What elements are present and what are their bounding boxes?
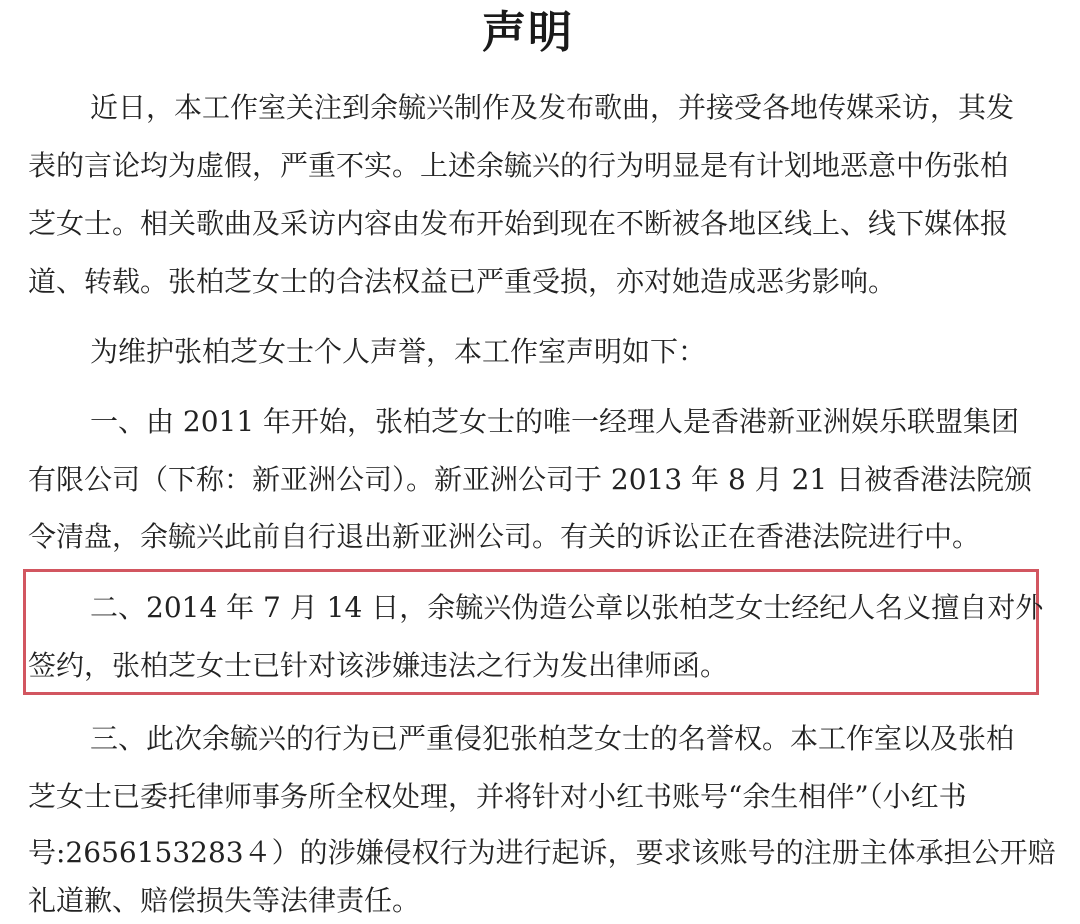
- paragraph-line: 道、转载。张柏芝女士的合法权益已严重受损，亦对她造成恶劣影响。: [28, 265, 897, 298]
- paragraph-line: 有限公司（下称：新亚洲公司）。新亚洲公司于 2013 年 8 月 21 日被香港法院颁: [28, 463, 1033, 496]
- paragraph-line: 号:2656153283４）的涉嫌侵权行为进行起诉，要求该账号的注册主体承担公开赔: [28, 836, 1056, 869]
- document-title: 声明: [482, 7, 574, 58]
- paragraph-line: 一、由 2011 年开始，张柏芝女士的唯一经理人是香港新亚洲娱乐联盟集团: [90, 405, 1020, 438]
- paragraph-line: 为维护张柏芝女士个人声誉，本工作室声明如下：: [90, 335, 707, 368]
- paragraph-line: 表的言论均为虚假，严重不实。上述余毓兴的行为明显是有计划地恶意中伤张柏: [28, 149, 1009, 182]
- paragraph-line: 三、此次余毓兴的行为已严重侵犯张柏芝女士的名誉权。本工作室以及张柏: [90, 722, 1015, 755]
- paragraph-line: 令清盘，余毓兴此前自行退出新亚洲公司。有关的诉讼正在香港法院进行中。: [28, 520, 981, 553]
- paragraph-line: 芝女士。相关歌曲及采访内容由发布开始到现在不断被各地区线上、线下媒体报: [28, 207, 1009, 240]
- paragraph-line: 二、2014 年 7 月 14 日，余毓兴伪造公章以张柏芝女士经纪人名义擅自对外: [90, 591, 1044, 624]
- paragraph-line: 礼道歉、赔偿损失等法律责任。: [28, 884, 421, 917]
- paragraph-line: 近日，本工作室关注到余毓兴制作及发布歌曲，并接受各地传媒采访，其发: [90, 91, 1015, 124]
- paragraph-line: 芝女士已委托律师事务所全权处理，并将针对小红书账号“余生相伴”（小红书: [28, 780, 967, 813]
- paragraph-line: 签约，张柏芝女士已针对该涉嫌违法之行为发出律师函。: [28, 649, 729, 682]
